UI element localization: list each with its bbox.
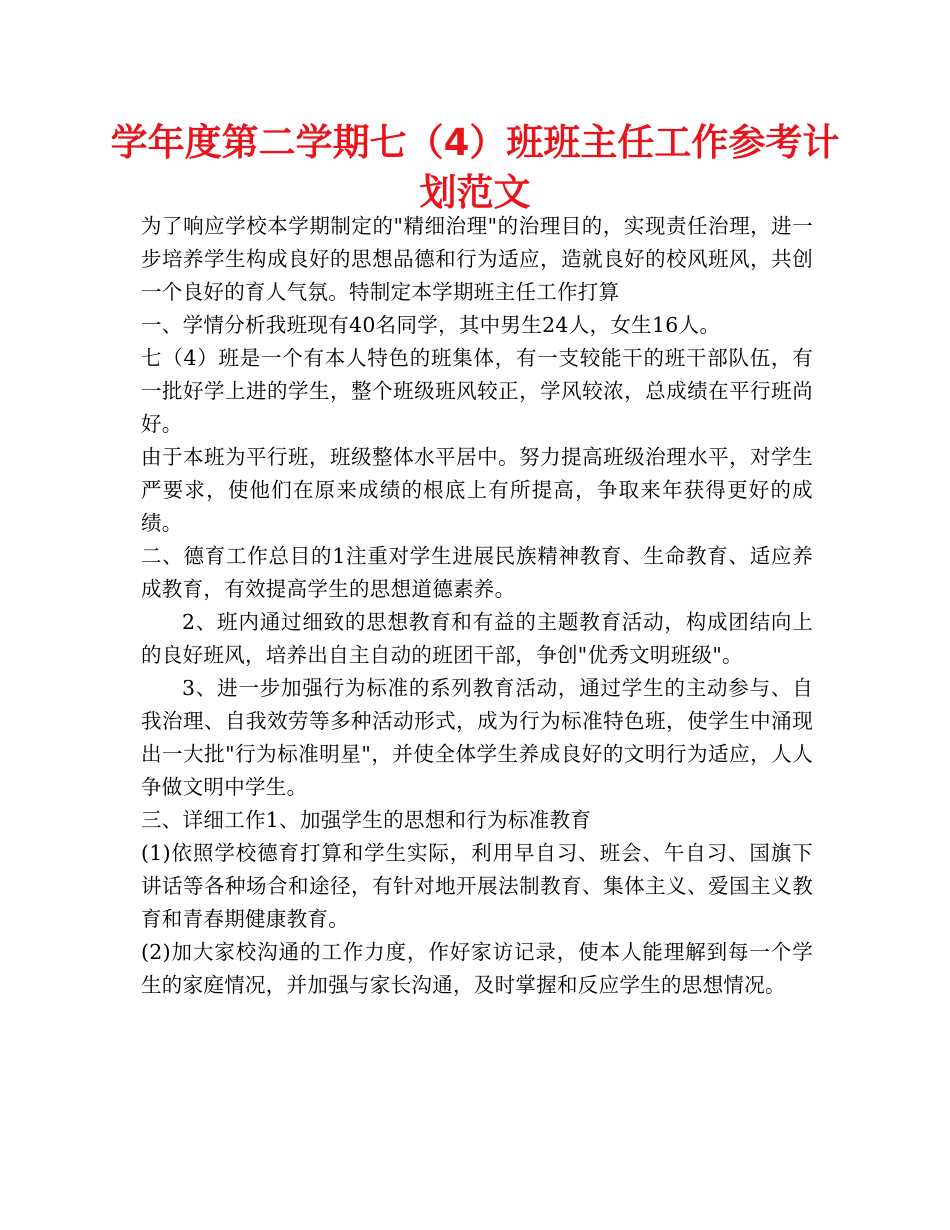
paragraph-item-1: (1)依照学校德育打算和学生实际，利用早自习、班会、午自习、国旗下讲话等各种场合和途径，有针对地开展法制教育、集体主义、爱国主义教育和青春期健康教育。 [141,841,813,931]
paragraph-goal-2: 2、班内通过细致的思想教育和有益的主题教育活动，构成团结向上的良好班风，培养出自主自动的班团干部，争创"优秀文明班级"。 [141,610,813,667]
paragraph-goal-3: 3、进一步加强行为标准的系列教育活动，通过学生的主动参与、自我治理、自我效劳等多种活动形式，成为行为标准特色班，使学生中涌现出一大批"行为标准明星"，并使全体学生养成良好的文明行为适应，人人争做文明中学生。 [141,676,813,799]
paragraph-section-2: 二、德育工作总目的1注重对学生进展民族精神教育、生命教育、适应养成教育，有效提高学生的思想道德素养。 [141,544,813,601]
paragraph-class-overview: 七（4）班是一个有本人特色的班集体，有一支较能干的班干部队伍，有一批好学上进的学生，整个班级班风较正，学风较浓，总成绩在平行班尚好。 [141,346,813,436]
paragraph-section-1: 一、学情分析我班现有40名同学，其中男生24人，女生16人。 [141,313,721,337]
document-body [141,210,813,1002]
paragraph-section-3: 三、详细工作1、加强学生的思想和行为标准教育 [141,808,592,832]
paragraph-class-level: 由于本班为平行班，班级整体水平居中。努力提高班级治理水平，对学生严要求，使他们在原来成绩的根底上有所提高，争取来年获得更好的成绩。 [141,445,813,535]
paragraph-intro: 为了响应学校本学期制定的"精细治理"的治理目的，实现责任治理，进一步培养学生构成良好的思想品德和行为适应，造就良好的校风班风，共创一个良好的育人气氛。特制定本学期班主任工作打算 [141,214,813,304]
document-title: 学年度第二学期七（4）班班主任工作参考计划范文 [110,121,840,214]
paragraph-item-2: (2)加大家校沟通的工作力度，作好家访记录，使本人能理解到每一个学生的家庭情况，并加强与家长沟通，及时掌握和反应学生的思想情况。 [141,940,813,997]
